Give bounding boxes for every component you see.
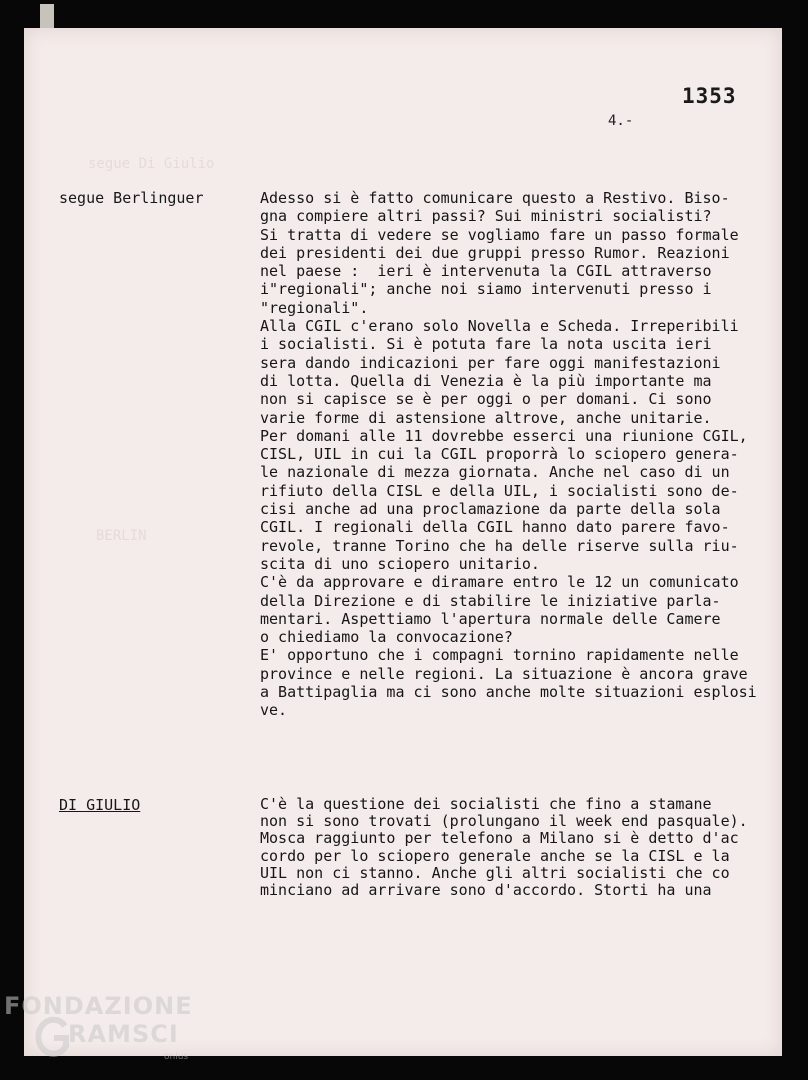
text-line: le nazionale di mezza giornata. Anche nel caso di un [260,463,730,482]
text-line: Alla CGIL c'erano solo Novella e Scheda. Irreperibili [260,317,739,336]
text-line: mentari. Aspettiamo l'apertura normale delle Camere [260,609,721,628]
text-line: cordo per lo sciopero generale anche se la CISL e la [260,846,730,865]
text-line: varie forme di astensione altrove, anche unitarie. [260,408,712,427]
text-line: E' opportuno che i compagni tornino rapidamente nelle [260,646,739,665]
text-line: nel paese : ieri è intervenuta la CGIL attraverso [260,262,712,281]
gramsci-g-icon [34,1016,70,1060]
text-line: ve. [260,701,288,720]
text-line: cisi anche ad una proclamazione da parte della sola [260,500,721,519]
text-line: o chiediamo la convocazione? [260,628,513,647]
text-line: della Direzione e di stabilire le iniziative parla- [260,591,721,610]
text-line: C'è la questione dei socialisti che fino a stamane [260,795,712,813]
watermark-line-1: FONDAZIONE [4,992,193,1020]
text-line: i"regionali"; anche noi siamo intervenuti presso i [260,280,712,299]
bleed-through-text: BERLIN [96,528,147,544]
text-line: Per domani alle 11 dovrebbe esserci una riunione CGIL, [260,426,748,445]
text-line: non si sono trovati (prolungano il week end pasquale). [260,812,748,831]
text-line: Adesso si è fatto comunicare questo a Restivo. Biso- [260,189,730,207]
text-line: gna compiere altri passi? Sui ministri socialisti? [260,207,712,226]
text-line: revole, tranne Torino che ha delle riserve sulla riu- [260,536,739,555]
speech-block-di-giulio [260,796,780,899]
text-line: rifiuto della CISL e della UIL, i socialisti sono de- [260,481,739,500]
archive-number: 1353 [682,84,737,108]
text-line: di lotta. Quella di Venezia è la più importante ma [260,371,712,390]
text-line: minciano ad arrivare sono d'accordo. Storti ha una [260,880,712,899]
text-line: province e nelle regioni. La situazione è ancora grave [260,664,748,683]
fondazione-gramsci-watermark [4,990,204,1070]
text-line: a Battipaglia ma ci sono anche molte situazioni esplosi [260,683,757,702]
text-line: non si capisce se è per oggi o per domani. Ci sono [260,390,712,409]
text-line: Mosca raggiunto per telefono a Milano si è detto d'ac [260,829,739,848]
text-line: sera dando indicazioni per fare oggi manifestazioni [260,353,721,372]
watermark-line-2: RAMSCI [68,1020,179,1048]
text-line: scita di uno sciopero unitario. [260,554,540,573]
text-line: C'è da approvare e diramare entro le 12 un comunicato [260,573,739,592]
page-tab [40,4,54,30]
watermark-line-3: onlus [164,1052,189,1062]
speaker-label: DI GIULIO [59,796,141,814]
text-line: CISL, UIL in cui la CGIL proporrà lo sciopero genera- [260,445,739,464]
page-number: 4.- [608,113,634,129]
text-line: Si tratta di vedere se vogliamo fare un passo formale [260,225,739,244]
text-line: "regionali". [260,298,369,317]
speaker-label: segue Berlinguer [59,189,204,207]
speech-block-berlinguer [260,189,780,720]
text-line: i socialisti. Si è potuta fare la nota uscita ieri [260,335,712,354]
text-line: UIL non ci stanno. Anche gli altri socialisti che co [260,863,730,882]
bleed-through-text: segue Di Giulio [88,156,215,172]
text-line: dei presidenti dei due gruppi presso Rumor. Reazioni [260,243,730,262]
text-line: CGIL. I regionali della CGIL hanno dato parere favo- [260,518,730,537]
